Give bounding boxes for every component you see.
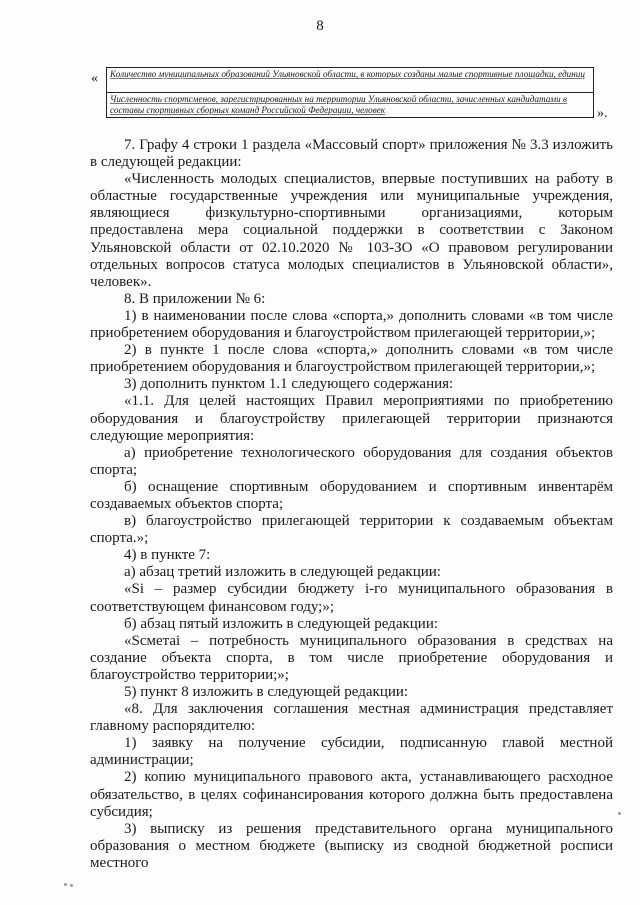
closing-quote-mark: ». xyxy=(597,106,608,121)
paragraph: 1) заявку на получение субсидии, подписанную главой местной администрации; xyxy=(90,735,613,769)
page-number: 8 xyxy=(316,18,324,34)
paragraph: 2) копию муниципального правового акта, устанавливающего расходное обязательство, в целях софинансирования которого должна быть предоставлена субсидия; xyxy=(90,769,613,820)
indicator-row-text: Численность спортсменов, зарегистрированных на территории Ульяновской области, зачисленных кандидатами в составы спортивных сборных команд Российской Федерации, человек xyxy=(110,94,568,115)
paragraph: б) абзац пятый изложить в следующей редакции: xyxy=(124,615,439,632)
scan-speck xyxy=(70,884,73,887)
paragraph: «8. Для заключения соглашения местная администрация представляет главному распорядителю: xyxy=(90,701,613,735)
paragraph: 2) в пункте 1 после слова «спорта,» дополнить словами «в том числе приобретением оборудования и благоустройством прилегающей территории,»; xyxy=(90,342,613,376)
opening-quote-mark: « xyxy=(91,71,98,86)
document-body xyxy=(90,137,613,872)
paragraph: 5) пункт 8 изложить в следующей редакции: xyxy=(124,684,409,700)
paragraph: «1.1. Для целей настоящих Правил мероприятиями по приобретению оборудования и благоустройству прилегающей территории признаются следующие мероприятия: xyxy=(90,393,613,444)
scan-speck xyxy=(618,812,621,815)
paragraph: 3) дополнить пунктом 1.1 следующего содержания: xyxy=(124,376,454,393)
indicator-row-text: Количество муниципальных образований Ульяновской области, в которых созданы малые спортивные площадки, единиц xyxy=(110,69,585,79)
paragraph: б) оснащение спортивным оборудованием и спортивным инвентарём создаваемых объектов спорта; xyxy=(90,478,613,512)
paragraph: 4) в пункте 7: xyxy=(124,547,211,564)
paragraph: 7. Графу 4 строки 1 раздела «Массовый спорт» приложения № 3.3 изложить в следующей редакции: xyxy=(90,137,613,171)
paragraph: «Численность молодых специалистов, впервые поступивших на работу в областные государственные учреждения или муниципальные учреждения, являющиеся физкультурно-спортивными организациями, которым предоставлена мера социальной поддержки в соответствии с Законом Ульяновской области от 02.10.2020 № 103-ЗО «О правовом регулировании отдельных вопросов статуса молодых специалистов в Ульяновской области», человек». xyxy=(90,171,613,290)
indicator-table xyxy=(106,67,594,118)
paragraph: в) благоустройство прилегающей территории к создаваемым объектам спорта.»; xyxy=(90,513,613,547)
paragraph: «Si – размер субсидии бюджету i-го муниципального образования в соответствующем финансовом году;»; xyxy=(90,581,613,615)
paragraph: 8. В приложении № 6: xyxy=(124,290,266,307)
paragraph: 3) выписку из решения представительного органа муниципального образования о местном бюджете (выписку из сводной бюджетной росписи местного xyxy=(90,820,613,871)
paragraph: «Sсметаi – потребность муниципального образования в средствах на создание объекта спорта, в том числе приобретение оборудования и благоустройство территории;»; xyxy=(90,632,613,683)
indicator-row-2 xyxy=(107,92,593,117)
paragraph: а) абзац третий изложить в следующей редакции: xyxy=(124,564,441,581)
paragraph: 1) в наименовании после слова «спорта,» дополнить словами «в том числе приобретением оборудования и благоустройством прилегающей территории,»; xyxy=(90,307,613,342)
paragraph: а) приобретение технологического оборудования для создания объектов спорта; xyxy=(90,444,613,478)
scan-speck xyxy=(64,883,67,886)
indicator-row-1 xyxy=(107,68,593,92)
